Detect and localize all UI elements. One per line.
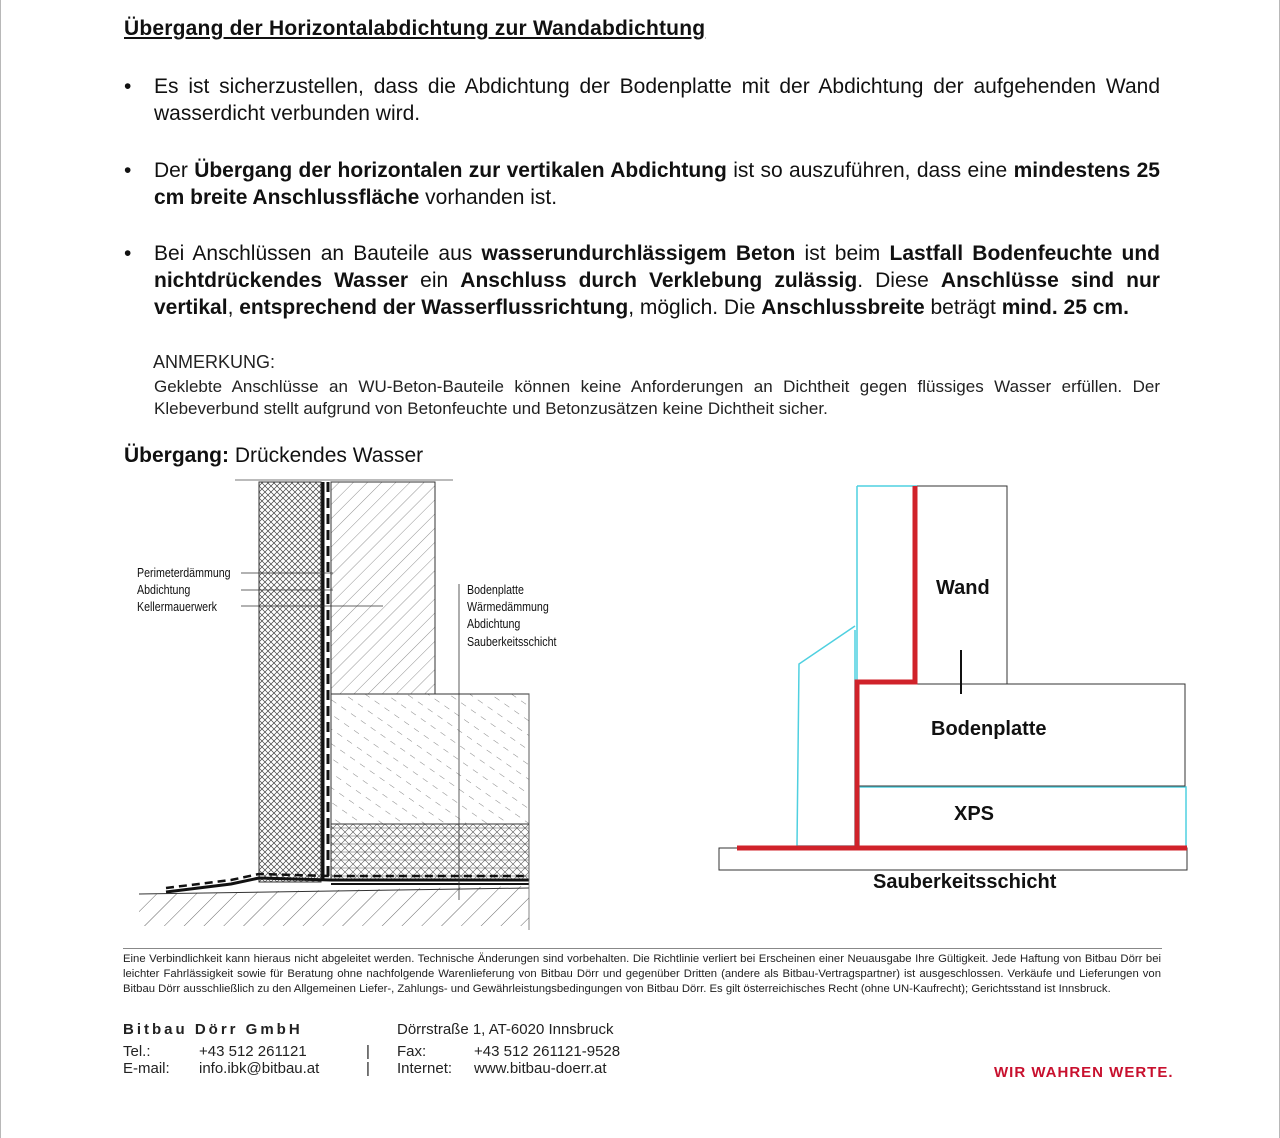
label-xps: XPS: [954, 803, 995, 825]
construction-drawings: [1, 470, 1280, 940]
bullet-text: Es ist sicherzustellen, dass die Abdichtung der Bodenplatte mit der Abdichtung der aufgehenden Wand wasserdicht verbunden wird.: [154, 75, 1160, 125]
xps-layer: [859, 787, 1186, 848]
label-waterproofing: Abdichtung: [137, 582, 191, 597]
bullet-dot: •: [124, 75, 132, 98]
label-masonry: Kellermauerwerk: [137, 599, 217, 614]
company-address: Dörrstraße 1, AT-6020 Innsbruck: [397, 1021, 614, 1038]
email-label: E-mail:: [123, 1060, 170, 1077]
tel-label: Tel.:: [123, 1043, 151, 1060]
section-drawing: [139, 480, 529, 930]
label-thermal-insulation: Wärmedämmung: [467, 599, 549, 614]
list-item: [124, 240, 1160, 321]
website-link[interactable]: www.bitbau-doerr.at: [474, 1060, 607, 1077]
company-name: Bitbau Dörr GmbH: [123, 1021, 303, 1038]
base-layer: [719, 848, 1187, 870]
email-link[interactable]: info.ibk@bitbau.at: [199, 1060, 320, 1077]
basement-wall: [331, 482, 435, 694]
company-slogan: WIR WAHREN WERTE.: [994, 1064, 1174, 1081]
page-title: Übergang der Horizontalabdichtung zur Wandabdichtung: [124, 17, 706, 40]
label-slab: Bodenplatte: [931, 718, 1047, 740]
separator: |: [366, 1043, 370, 1060]
label-floor-slab: Bodenplatte: [467, 582, 524, 597]
separator: |: [366, 1060, 370, 1077]
bullet-text: Der Übergang der horizontalen zur vertikalen Abdichtung ist so auszuführen, dass eine mindestens 25 cm breite Anschlussfläche vorhanden ist.: [154, 159, 1160, 209]
list-item: [124, 157, 1160, 211]
fax-value: +43 512 261121-9528: [474, 1043, 621, 1060]
bullet-text: Bei Anschlüssen an Bauteile aus wasserundurchlässigem Beton ist beim Lastfall Bodenfeuchte und nichtdrückendes Wasser ein Anschluss durch Verklebung zulässig. Diese Anschlüsse sind nur vertikal, entsprechend der Wasserflussrichtung, möglich. Die Anschlussbreite beträgt mind. 25 cm.: [154, 242, 1160, 319]
fax-label: Fax:: [397, 1043, 427, 1060]
thermal-insulation: [331, 824, 529, 880]
footer-divider: [123, 948, 1162, 949]
bullet-dot: •: [124, 159, 132, 182]
note-text: Geklebte Anschlüsse an WU-Beton-Bauteile können keine Anforderungen an Dichtheit gegen flüssiges Wasser erfüllen. Der Klebeverbund stellt aufgrund von Betonfeuchte und Betonzusätzen keine Dichtheit sicher.: [154, 377, 1160, 418]
list-item: [124, 73, 1160, 127]
label-perimeter-insulation: Perimeterdämmung: [137, 565, 231, 580]
figure-title: Übergang: Drückendes Wasser: [124, 444, 424, 467]
web-label: Internet:: [397, 1060, 453, 1077]
floor-slab: [331, 694, 529, 824]
label-blinding-layer: Sauberkeitsschicht: [467, 634, 557, 649]
tel-value: +43 512 261121: [199, 1043, 307, 1060]
perimeter-insulation: [259, 482, 321, 882]
footer-disclaimer: Eine Verbindlichkeit kann hieraus nicht abgeleitet werden. Technische Änderungen sind vorbehalten. Die Richtlinie verliert bei Erscheinen einer Neuausgabe Ihre Gültigkeit. Jede Haftung von Bitbau Dörr bei leichter Fahrlässigkeit sowie für Beratung ohne nachfolgende Warenlieferung von Bitbau Dörr und gegenüber Dritten (andere als Bitbau-Vertragspartner) ist ausgeschlossen. Verkäufe und Lieferungen von Bitbau Dörr ausschließlich zu den Allgemeinen Liefer-, Zahlungs- und Gewährleistungsbedingungen von Bitbau Dörr. Es gilt österreichisches Recht (ohne UN-Kaufrecht); Gerichtsstand ist Innsbruck.: [123, 953, 1161, 995]
bullet-dot: •: [124, 242, 132, 265]
label-wall: Wand: [936, 577, 990, 599]
label-base-layer: Sauberkeitsschicht: [873, 871, 1057, 893]
label-seal: Abdichtung: [467, 616, 521, 631]
note-label: ANMERKUNG:: [153, 352, 276, 372]
schematic-diagram: [719, 486, 1187, 870]
